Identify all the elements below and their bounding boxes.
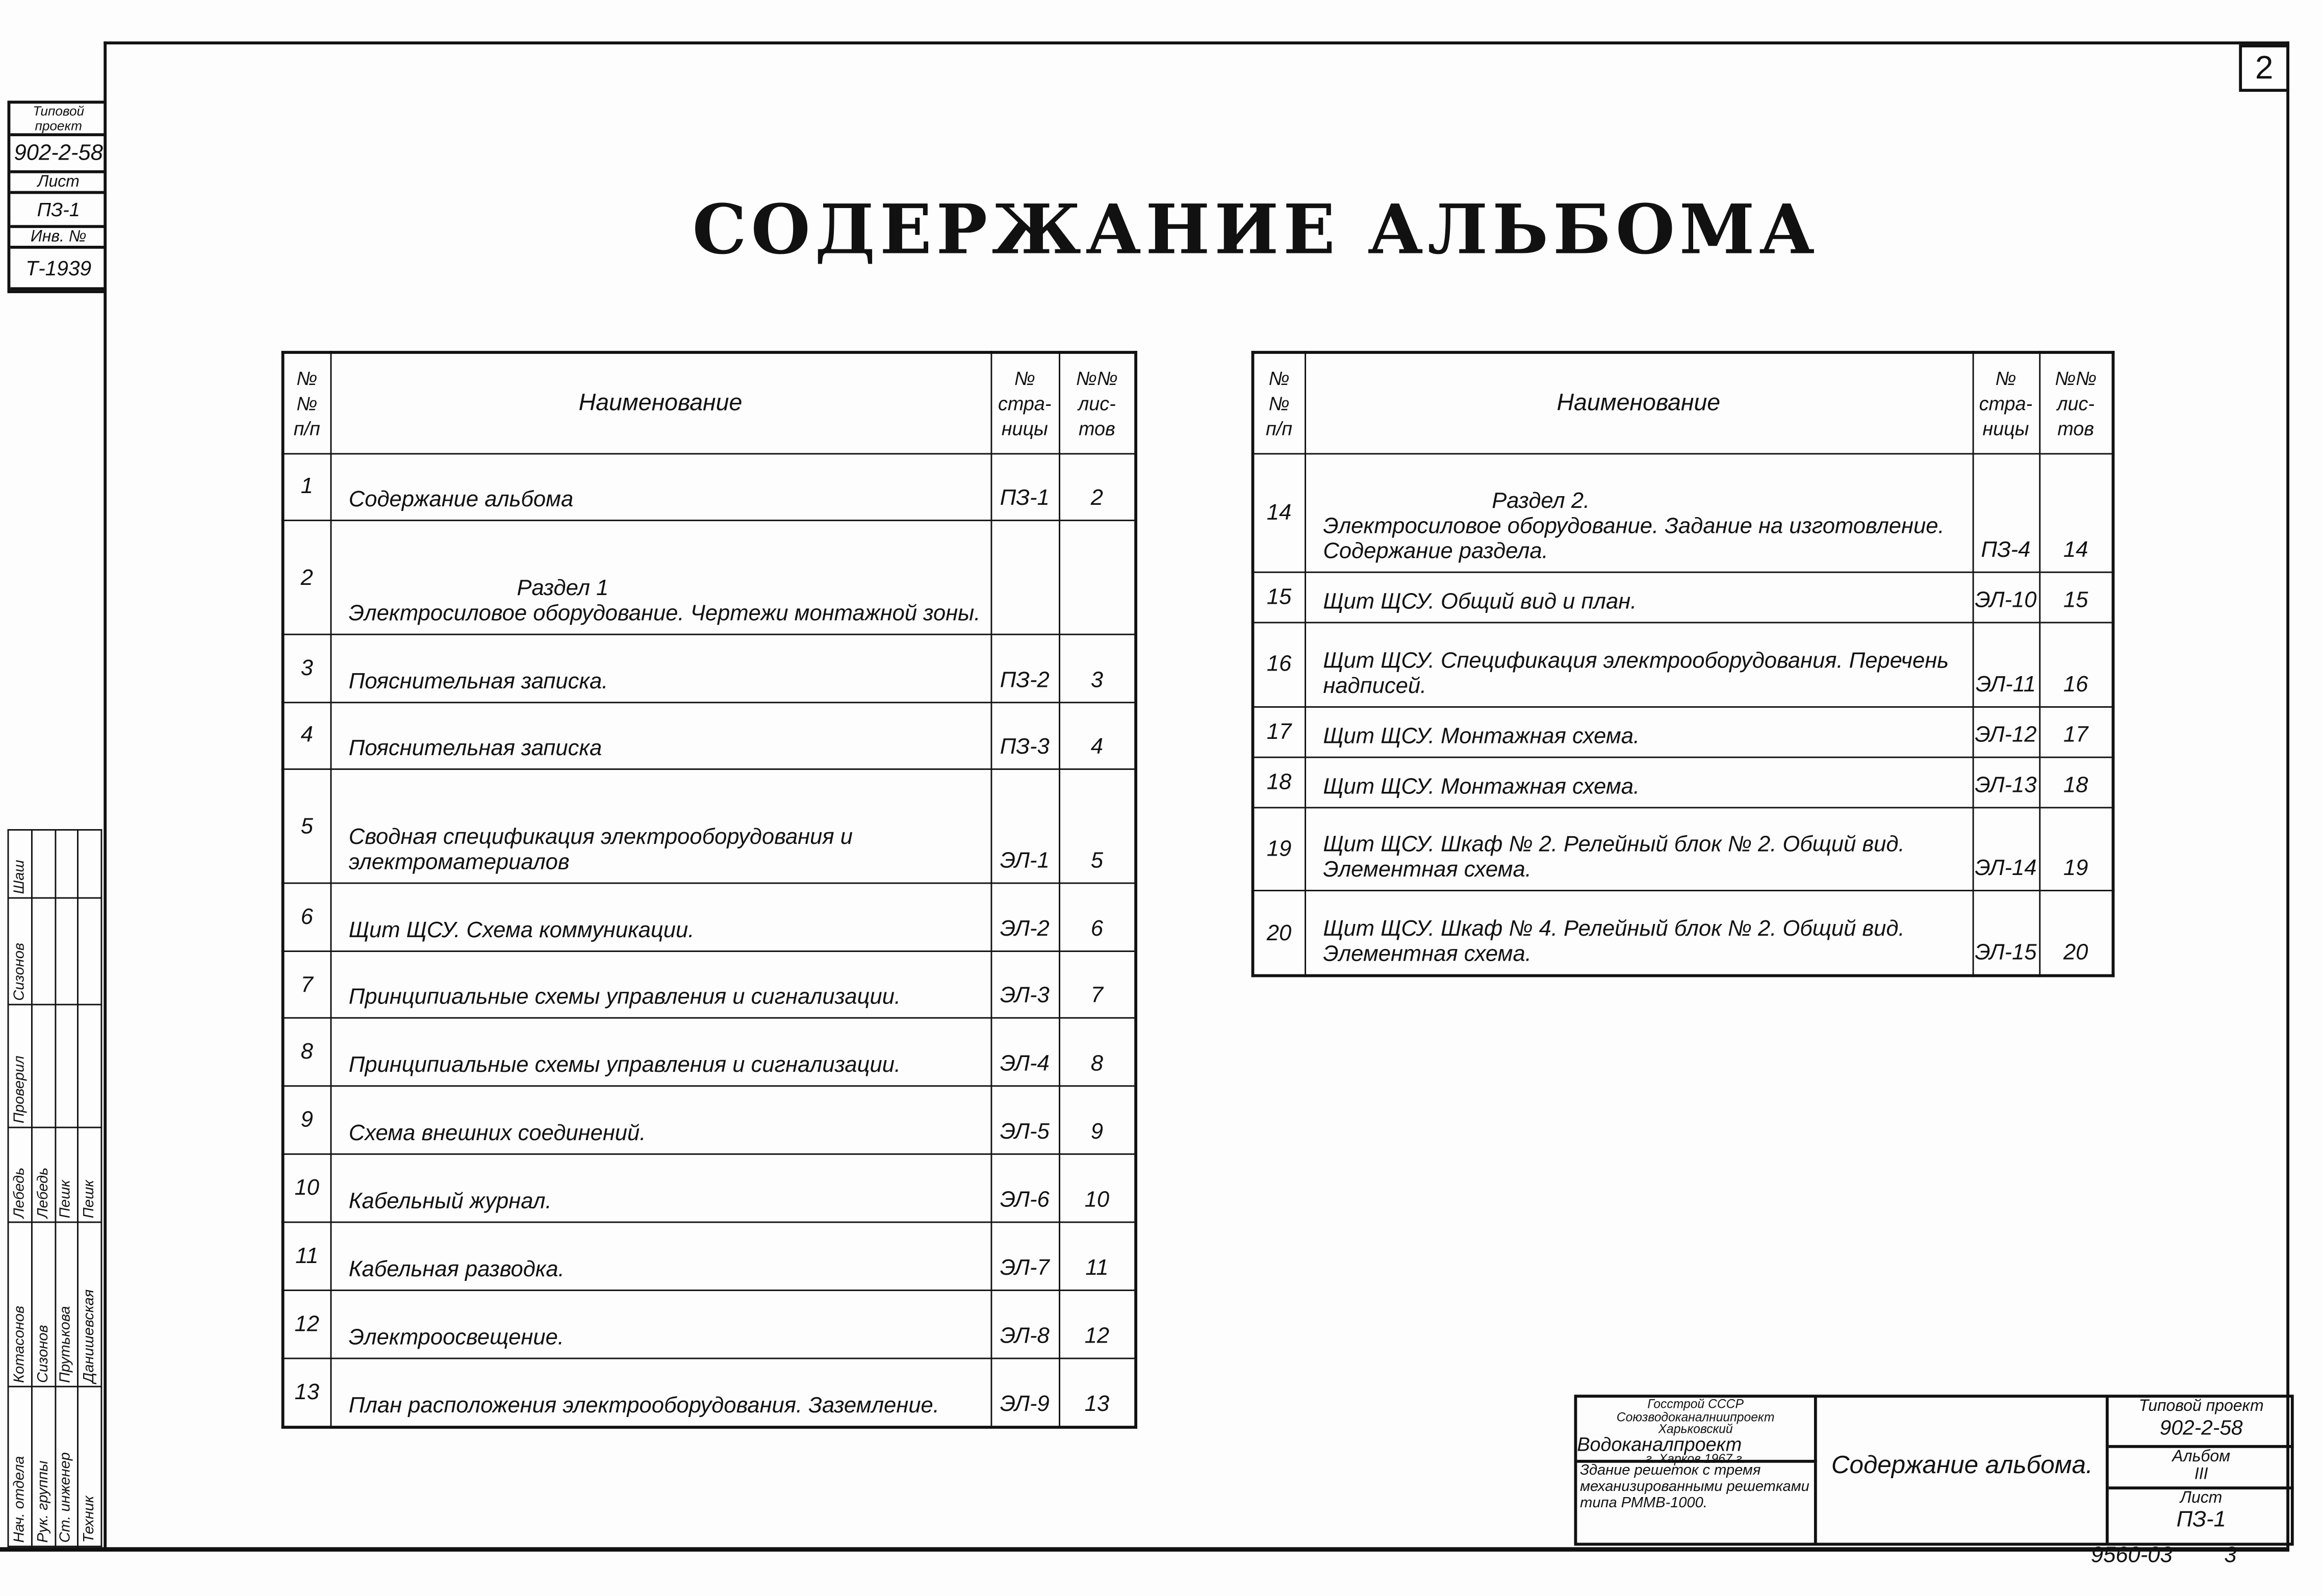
signature-cell xyxy=(55,898,78,1005)
row-sheets: 10 xyxy=(1059,1154,1136,1222)
table-row xyxy=(283,1087,1136,1154)
header-row xyxy=(283,352,1136,453)
signature-cell: Лебедь xyxy=(32,1127,55,1222)
sheet-label: Лист xyxy=(2180,1489,2223,1507)
row-sheets: 16 xyxy=(2039,623,2113,706)
org-name: Водоканалпроект xyxy=(1577,1432,1742,1455)
row-number: 4 xyxy=(283,702,330,769)
signature-cell: Данишевская xyxy=(78,1222,101,1386)
row-sheets: 19 xyxy=(2039,807,2113,891)
row-page: ЭЛ-2 xyxy=(991,883,1059,950)
row-name-text: Щит ЩСУ. Спецификация электрооборудования. Перечень надписей. xyxy=(1323,648,1949,699)
row-page: ЭЛ-5 xyxy=(991,1087,1059,1154)
row-number: 6 xyxy=(283,883,330,950)
signature-cell: Ст. инженер xyxy=(55,1386,78,1546)
table-row xyxy=(1253,623,2113,706)
table-row xyxy=(283,770,1136,883)
row-name-text: Щит ЩСУ. Шкаф № 4. Релейный блок № 2. Общий вид. Элементная схема. xyxy=(1323,916,1905,967)
row-number: 5 xyxy=(283,770,330,883)
row-page: ЭЛ-11 xyxy=(1973,623,2039,706)
album-label: Альбом xyxy=(2172,1448,2231,1466)
footer-page: 3 xyxy=(2224,1542,2237,1568)
row-sheets: 7 xyxy=(1059,950,1136,1018)
stamp-project-label: Типовой проект xyxy=(10,104,107,136)
object-name: Здание решеток с тремя механизированными решетками типа РММВ-1000. xyxy=(1577,1463,1817,1543)
row-name-text: Принципиальные схемы управления и сигнализации. xyxy=(348,1053,901,1078)
stamp-inv-value: Т-1939 xyxy=(10,249,107,290)
signature-row xyxy=(32,830,55,1546)
row-number: 19 xyxy=(1253,807,1305,891)
signature-cell: Пешк xyxy=(55,1127,78,1222)
header-num: №№ п/п xyxy=(1253,352,1305,453)
row-name xyxy=(1305,623,1973,706)
row-page: ЭЛ-9 xyxy=(991,1358,1059,1427)
row-number: 14 xyxy=(1253,453,1305,573)
row-name xyxy=(1305,891,1973,976)
header-num: №№ п/п xyxy=(283,352,330,453)
row-name-text: Схема внешних соединений. xyxy=(348,1121,646,1146)
table-row xyxy=(1253,891,2113,976)
stamp-inv-label: Инв. № xyxy=(10,228,107,249)
row-page: ЭЛ-14 xyxy=(1973,807,2039,891)
page-title: СОДЕРЖАНИЕ АЛЬБОМА xyxy=(692,189,1819,270)
table-row xyxy=(283,950,1136,1018)
row-sheets: 13 xyxy=(1059,1358,1136,1427)
row-name-text: Кабельный журнал. xyxy=(348,1189,552,1214)
row-page: ЭЛ-7 xyxy=(991,1222,1059,1290)
row-name xyxy=(330,770,991,883)
signature-cell xyxy=(55,1005,78,1127)
signature-cell xyxy=(78,898,101,1005)
row-number: 12 xyxy=(283,1290,330,1358)
header-row xyxy=(1253,352,2113,453)
row-sheets: 5 xyxy=(1059,770,1136,883)
row-page: ЭЛ-10 xyxy=(1973,573,2039,623)
row-sheets: 17 xyxy=(2039,707,2113,757)
table-row xyxy=(1253,453,2113,573)
row-number: 16 xyxy=(1253,623,1305,706)
row-number: 2 xyxy=(283,521,330,634)
row-sheets: 8 xyxy=(1059,1018,1136,1086)
org-block xyxy=(1577,1398,1817,1463)
row-number: 11 xyxy=(283,1222,330,1290)
table-row xyxy=(283,1358,1136,1427)
row-name-text: Принципиальные схемы управления и сигнализации. xyxy=(348,985,901,1011)
row-page: ПЗ-1 xyxy=(991,453,1059,521)
row-name xyxy=(330,1154,991,1222)
row-sheets: 9 xyxy=(1059,1087,1136,1154)
row-name xyxy=(330,453,991,521)
row-sheets: 2 xyxy=(1059,453,1136,521)
row-name xyxy=(1305,453,1973,573)
header-sheets: №№ лис-тов xyxy=(1059,352,1136,453)
row-page: ПЗ-4 xyxy=(1973,453,2039,573)
row-sheets: 18 xyxy=(2039,757,2113,807)
doc-title: Содержание альбома. xyxy=(1831,1451,2093,1479)
table-row xyxy=(283,1290,1136,1358)
row-page: ЭЛ-1 xyxy=(991,770,1059,883)
footer-code: 9560-03 xyxy=(2090,1542,2173,1568)
row-number: 1 xyxy=(283,453,330,521)
row-name-text: Электросиловое оборудование. Задание на изготовление. Содержание раздела. xyxy=(1323,513,1945,564)
row-number: 7 xyxy=(283,950,330,1018)
row-name-text: Пояснительная записка xyxy=(348,736,602,762)
signature-cell: Нач. отдела xyxy=(8,1386,32,1546)
row-number: 9 xyxy=(283,1087,330,1154)
sheet-value: ПЗ-1 xyxy=(2176,1507,2226,1533)
table-row xyxy=(1253,807,2113,891)
row-name xyxy=(1305,573,1973,623)
row-number: 13 xyxy=(283,1358,330,1427)
table-row xyxy=(283,521,1136,634)
row-sheets: 15 xyxy=(2039,573,2113,623)
row-name xyxy=(330,1290,991,1358)
row-name xyxy=(330,521,991,634)
signature-cell xyxy=(32,830,55,897)
signature-row xyxy=(55,830,78,1546)
row-page xyxy=(991,521,1059,634)
table-row xyxy=(283,702,1136,769)
table-row xyxy=(283,634,1136,702)
row-name xyxy=(1305,807,1973,891)
row-page: ЭЛ-3 xyxy=(991,950,1059,1018)
row-number: 17 xyxy=(1253,707,1305,757)
signature-cell: Шаш xyxy=(8,830,32,897)
row-name xyxy=(330,634,991,702)
table-row xyxy=(283,1222,1136,1290)
row-number: 8 xyxy=(283,1018,330,1086)
row-name xyxy=(330,1222,991,1290)
row-name xyxy=(1305,707,1973,757)
row-name-text: Электроосвещение. xyxy=(348,1324,564,1350)
row-name-text: Щит ЩСУ. Общий вид и план. xyxy=(1323,589,1637,615)
row-name xyxy=(330,950,991,1018)
title-block xyxy=(1574,1395,2294,1546)
table-row xyxy=(1253,757,2113,807)
row-page: ЭЛ-12 xyxy=(1973,707,2039,757)
signature-cell: Сизонов xyxy=(8,898,32,1005)
left-stamp xyxy=(8,100,107,293)
section-heading: Раздел 2. xyxy=(1492,488,1590,514)
stamp-sheet-value: ПЗ-1 xyxy=(10,194,107,228)
row-page: ПЗ-2 xyxy=(991,634,1059,702)
org-line: г. Харков 1967 г. xyxy=(1645,1450,1746,1465)
signature-cell: Сизонов xyxy=(32,1222,55,1386)
project-code: 902-2-58 xyxy=(2159,1415,2243,1439)
sheet-number: 2 xyxy=(2239,44,2289,92)
row-name-text: Электросиловое оборудование. Чертежи монтажной зоны. xyxy=(348,601,981,626)
row-name-text: План расположения электрооборудования. Заземление. xyxy=(348,1393,939,1419)
row-page: ЭЛ-13 xyxy=(1973,757,2039,807)
row-sheets: 3 xyxy=(1059,634,1136,702)
row-number: 15 xyxy=(1253,573,1305,623)
row-sheets xyxy=(1059,521,1136,634)
signature-cell xyxy=(78,830,101,897)
row-page: ЭЛ-8 xyxy=(991,1290,1059,1358)
row-number: 20 xyxy=(1253,891,1305,976)
org-line: Госстрой СССР xyxy=(1647,1396,1744,1411)
stamp-sheet-label: Лист xyxy=(10,173,107,194)
row-page: ЭЛ-4 xyxy=(991,1018,1059,1086)
row-page: ПЗ-3 xyxy=(991,702,1059,769)
table-row xyxy=(283,453,1136,521)
signature-row xyxy=(8,830,32,1546)
signature-cell: Прутькова xyxy=(55,1222,78,1386)
signature-row xyxy=(78,830,101,1546)
signature-cell: Проверил xyxy=(8,1005,32,1127)
row-name xyxy=(330,1358,991,1427)
org-line: Союзводоканалниипроект xyxy=(1616,1408,1775,1424)
table-row xyxy=(1253,707,2113,757)
row-name-text: Щит ЩСУ. Монтажная схема. xyxy=(1323,774,1640,799)
title-block-right xyxy=(2106,1398,2294,1543)
row-page: ЭЛ-15 xyxy=(1973,891,2039,976)
row-sheets: 12 xyxy=(1059,1290,1136,1358)
signature-cell: Лебедь xyxy=(8,1127,32,1222)
header-name: Наименование xyxy=(1305,352,1973,453)
org-line: Харьковский xyxy=(1658,1421,1733,1436)
row-name-text: Щит ЩСУ. Шкаф № 2. Релейный блок № 2. Общий вид. Элементная схема. xyxy=(1323,832,1905,883)
signature-block xyxy=(8,829,103,1547)
row-sheets: 6 xyxy=(1059,883,1136,950)
contents-table-right xyxy=(1252,351,2115,977)
row-name xyxy=(330,1018,991,1086)
table-row xyxy=(283,883,1136,950)
row-number: 10 xyxy=(283,1154,330,1222)
header-sheets: №№ лис-тов xyxy=(2039,352,2113,453)
row-name xyxy=(1305,757,1973,807)
row-sheets: 11 xyxy=(1059,1222,1136,1290)
row-sheets: 14 xyxy=(2039,453,2113,573)
row-name-text: Щит ЩСУ. Схема коммуникации. xyxy=(348,917,695,943)
signature-cell xyxy=(32,1005,55,1127)
row-number: 3 xyxy=(283,634,330,702)
signature-cell xyxy=(55,830,78,897)
row-name-text: Пояснительная записка. xyxy=(348,668,608,694)
contents-table-left xyxy=(282,351,1137,1429)
album-value: III xyxy=(2194,1465,2208,1484)
row-name-text: Сводная спецификация электрооборудования и электроматериалов xyxy=(348,824,853,875)
row-name xyxy=(330,702,991,769)
table-row xyxy=(1253,573,2113,623)
signature-cell: Котасонов xyxy=(8,1222,32,1386)
frame-right xyxy=(2286,41,2289,1552)
signature-cell: Пешк xyxy=(78,1127,101,1222)
section-heading: Раздел 1 xyxy=(517,575,609,601)
row-number: 18 xyxy=(1253,757,1305,807)
signature-cell xyxy=(32,898,55,1005)
signature-cell xyxy=(78,1005,101,1127)
header-page: № стра-ницы xyxy=(1973,352,2039,453)
signature-cell: Техник xyxy=(78,1386,101,1546)
project-label: Типовой проект xyxy=(2138,1397,2264,1415)
signature-cell: Рук. группы xyxy=(32,1386,55,1546)
table-row xyxy=(283,1018,1136,1086)
row-name xyxy=(330,1087,991,1154)
row-page: ЭЛ-6 xyxy=(991,1154,1059,1222)
row-sheets: 20 xyxy=(2039,891,2113,976)
row-name-text: Содержание альбома xyxy=(348,487,574,513)
stamp-project-code: 902-2-58 xyxy=(10,136,107,173)
row-name xyxy=(330,883,991,950)
row-sheets: 4 xyxy=(1059,702,1136,769)
row-name-text: Кабельная разводка. xyxy=(348,1256,565,1282)
row-name-text: Щит ЩСУ. Монтажная схема. xyxy=(1323,723,1640,749)
frame-top xyxy=(104,41,2289,44)
header-page: № стра-ницы xyxy=(991,352,1059,453)
table-row xyxy=(283,1154,1136,1222)
header-name: Наименование xyxy=(330,352,991,453)
frame-bottom xyxy=(0,1547,2289,1551)
